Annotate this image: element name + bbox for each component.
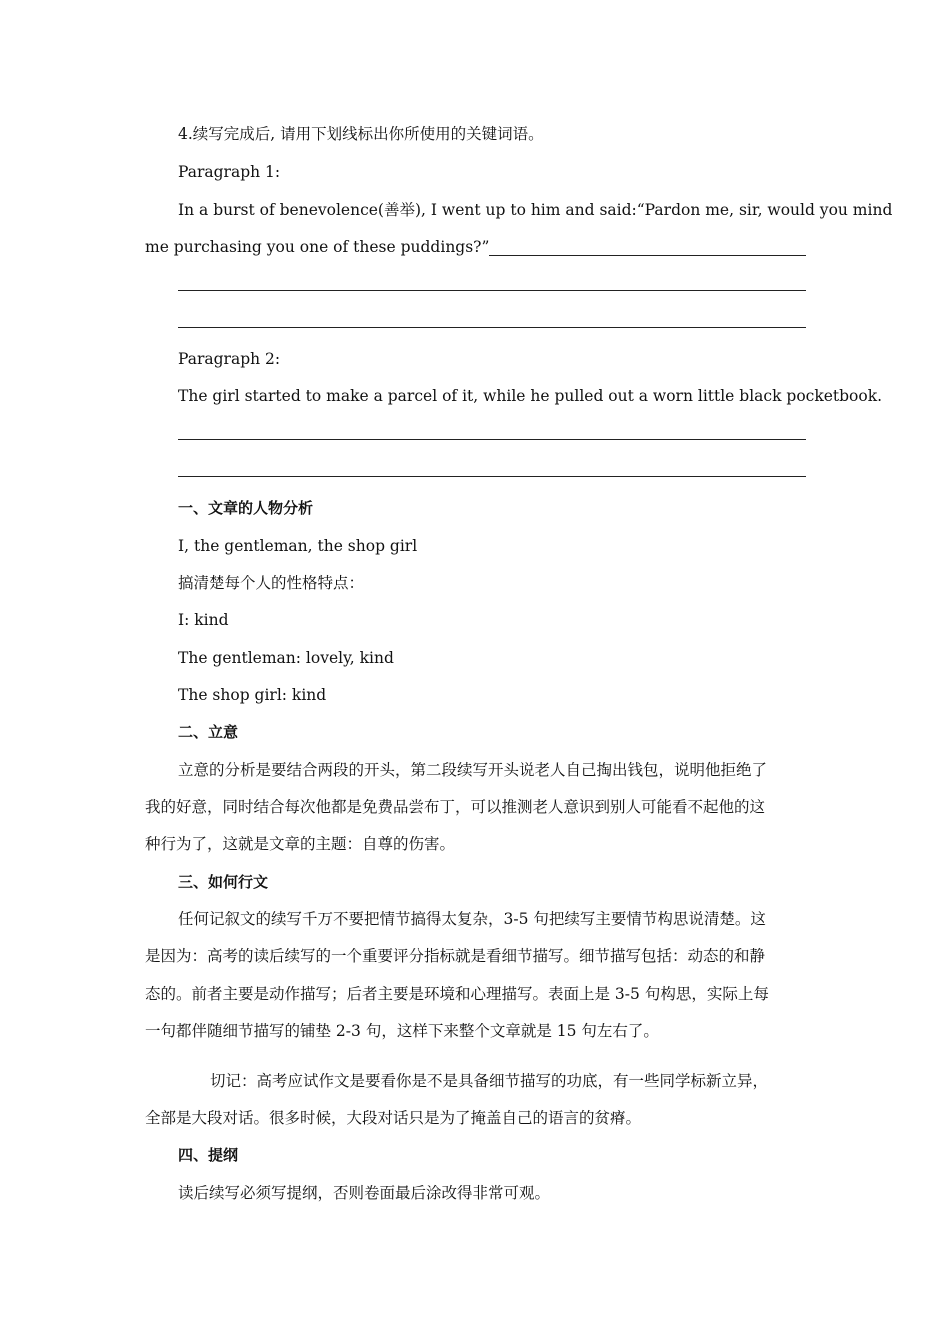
section-3-note-line: 全部是大段对话。很多时候，大段对话只是为了掩盖自己的语言的贫瘠。 xyxy=(145,1109,642,1127)
section-1-line: I: kind xyxy=(178,611,229,629)
section-2-line: 种行为了，这就是文章的主题：自尊的伤害。 xyxy=(145,835,456,853)
section-1-line: I, the gentleman, the shop girl xyxy=(178,537,418,555)
section-1-line: The shop girl: kind xyxy=(178,686,327,704)
section-3-note-line: 切记：高考应试作文是要看你是不是具备细节描写的功底，有一些同学标新立异， xyxy=(210,1072,769,1090)
writing-line[interactable] xyxy=(178,327,806,328)
section-4-line: 读后续写必须写提纲，否则卷面最后涂改得非常可观。 xyxy=(178,1184,551,1202)
section-3-line: 一句都伴随细节描写的铺垫 2-3 句，这样下来整个文章就是 15 句左右了。 xyxy=(145,1022,659,1040)
writing-line[interactable] xyxy=(178,439,806,440)
instruction: 4.续写完成后, 请用下划线标出你所使用的关键词语。 xyxy=(178,125,544,143)
paragraph-2-line-1: The girl started to make a parcel of it, while he pulled out a worn little black pocketbook. xyxy=(178,387,883,405)
section-3-line: 是因为：高考的读后续写的一个重要评分指标就是看细节描写。细节描写包括：动态的和静 xyxy=(145,947,766,965)
writing-line[interactable] xyxy=(178,476,806,477)
section-4-heading: 四、提纲 xyxy=(178,1146,239,1164)
section-3-line: 任何记叙文的续写千万不要把情节搞得太复杂，3-5 句把续写主要情节构思说清楚。这 xyxy=(178,910,766,928)
section-3-heading: 三、如何行文 xyxy=(178,873,269,891)
section-2-line: 立意的分析是要结合两段的开头，第二段续写开头说老人自己掏出钱包，说明他拒绝了 xyxy=(178,761,768,779)
paragraph-1-line-2-text: me purchasing you one of these puddings?” xyxy=(145,238,490,256)
section-3-line: 态的。前者主要是动作描写；后者主要是环境和心理描写。表面上是 3-5 句构思，实际上每 xyxy=(145,985,769,1003)
section-2-line: 我的好意，同时结合每次他都是免费品尝布丁，可以推测老人意识到别人可能看不起他的这 xyxy=(145,798,766,816)
section-2-heading: 二、立意 xyxy=(178,723,239,741)
paragraph-2-label: Paragraph 2: xyxy=(178,350,281,368)
section-1-line: 搞清楚每个人的性格特点： xyxy=(178,574,365,592)
paragraph-1-line-2 xyxy=(145,237,806,257)
paragraph-1-line-1: In a burst of benevolence(善举), I went up to him and said:“Pardon me, sir, would you mind xyxy=(178,201,893,219)
paragraph-1-label: Paragraph 1: xyxy=(178,163,281,181)
section-1-heading: 一、文章的人物分析 xyxy=(178,499,314,517)
writing-line[interactable] xyxy=(489,237,806,256)
writing-line[interactable] xyxy=(178,290,806,291)
section-1-line: The gentleman: lovely, kind xyxy=(178,649,394,667)
